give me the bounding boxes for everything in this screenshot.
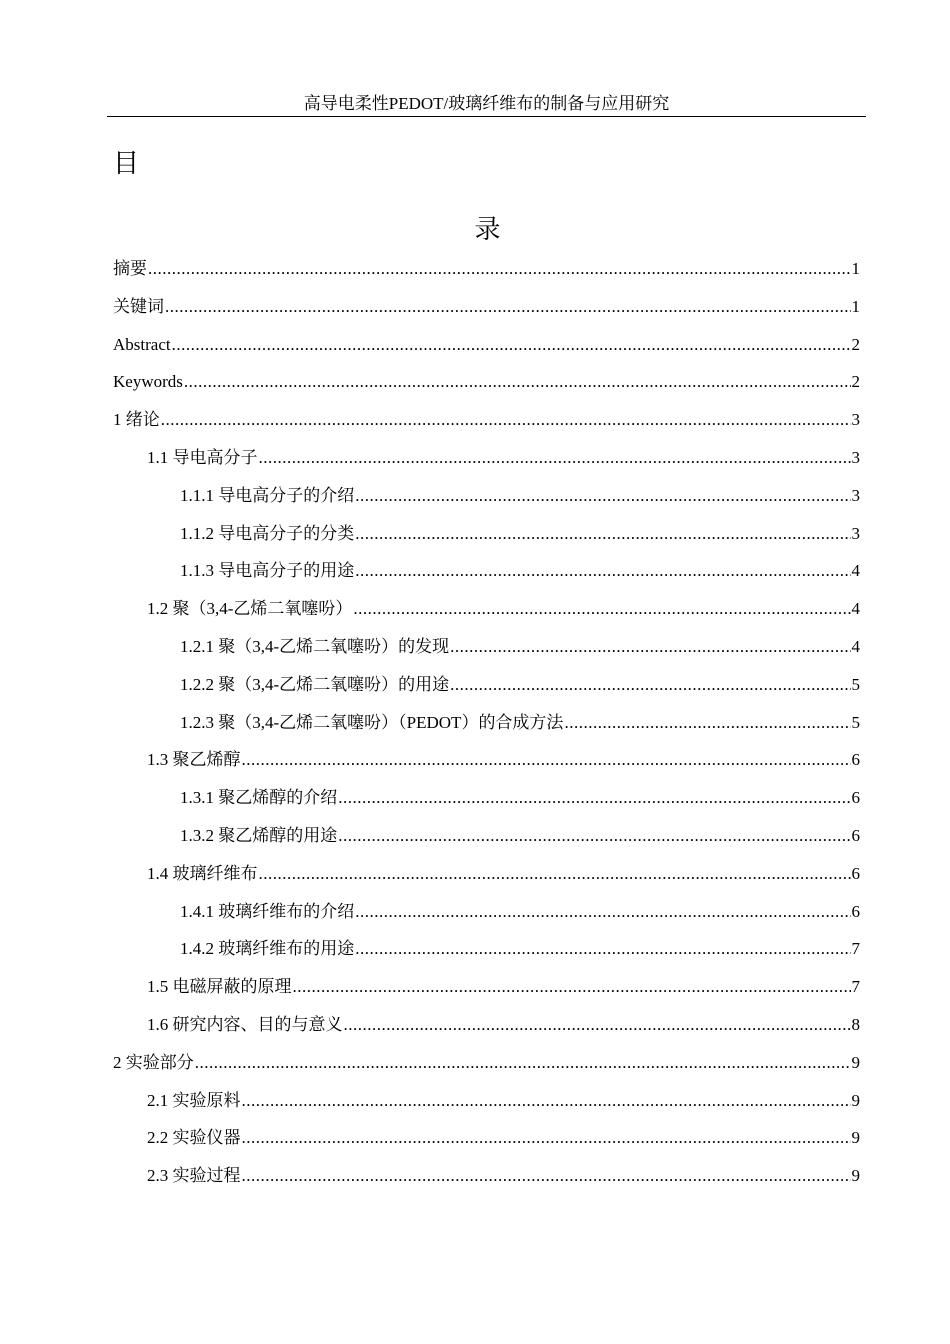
toc-entry-page: 9 — [851, 1090, 860, 1110]
toc-entry-page: 3 — [851, 447, 860, 467]
toc-entry[interactable] — [113, 520, 860, 558]
toc-leader-dots — [338, 822, 850, 850]
toc-list — [113, 255, 860, 1200]
toc-entry-label: 1.4 玻璃纤维布 — [147, 863, 258, 883]
toc-entry-page: 3 — [851, 523, 860, 543]
toc-entry-page: 6 — [851, 901, 860, 921]
toc-leader-dots — [161, 406, 851, 434]
toc-entry-label: 1.3.2 聚乙烯醇的用途 — [180, 825, 338, 845]
toc-entry-label: 1.5 电磁屏蔽的原理 — [147, 977, 292, 997]
toc-leader-dots — [355, 898, 850, 926]
toc-entry[interactable] — [113, 709, 860, 747]
toc-leader-dots — [172, 331, 851, 359]
toc-entry-page: 6 — [851, 863, 860, 883]
toc-entry-page: 4 — [851, 636, 860, 656]
toc-entry-page: 6 — [851, 825, 860, 845]
toc-entry-page: 7 — [851, 977, 860, 997]
toc-entry-label: 1.2.3 聚（3,4-乙烯二氧噻吩）（PEDOT）的合成方法 — [180, 712, 564, 732]
toc-entry-page: 8 — [851, 1014, 860, 1034]
toc-entry[interactable] — [113, 1162, 860, 1200]
toc-leader-dots — [355, 557, 850, 585]
toc-entry-label: 1.1 导电高分子 — [147, 447, 258, 467]
toc-entry-label: 摘要 — [113, 259, 147, 278]
toc-entry[interactable] — [113, 1124, 860, 1162]
toc-leader-dots — [355, 482, 850, 510]
toc-entry[interactable] — [113, 1049, 860, 1087]
toc-entry-label: 1.2.1 聚（3,4-乙烯二氧噻吩）的发现 — [180, 636, 450, 656]
running-title: 高导电柔性PEDOT/玻璃纤维布的制备与应用研究 — [303, 94, 670, 113]
toc-leader-dots — [184, 368, 851, 396]
toc-leader-dots — [293, 973, 851, 1001]
toc-leader-dots — [353, 595, 850, 623]
toc-leader-dots — [242, 1124, 851, 1152]
toc-entry-page: 3 — [851, 485, 860, 505]
toc-entry[interactable] — [113, 633, 860, 671]
toc-entry-label: 2.1 实验原料 — [147, 1090, 241, 1110]
toc-entry-page: 2 — [851, 372, 860, 392]
toc-entry[interactable] — [113, 331, 860, 369]
toc-entry[interactable] — [113, 255, 860, 293]
toc-entry-label: 1.2.2 聚（3,4-乙烯二氧噻吩）的用途 — [180, 674, 450, 694]
page-header — [107, 92, 866, 117]
toc-leader-dots — [450, 633, 850, 661]
toc-entry-page: 5 — [851, 674, 860, 694]
toc-leader-dots — [242, 1162, 851, 1190]
toc-entry[interactable] — [113, 898, 860, 936]
toc-leader-dots — [355, 520, 850, 548]
toc-title-part2: 录 — [474, 215, 501, 245]
toc-entry-page: 1 — [851, 296, 860, 316]
toc-leader-dots — [344, 1011, 851, 1039]
toc-entry-page: 4 — [851, 599, 860, 619]
toc-entry-label: 1.4.2 玻璃纤维布的用途 — [180, 939, 355, 959]
toc-entry-page: 9 — [851, 1128, 860, 1148]
toc-entry-label: 2.3 实验过程 — [147, 1166, 241, 1186]
toc-entry-label: 1.6 研究内容、目的与意义 — [147, 1014, 343, 1034]
toc-entry[interactable] — [113, 1087, 860, 1125]
toc-entry[interactable] — [113, 671, 860, 709]
toc-entry-page: 9 — [851, 1166, 860, 1186]
toc-entry-page: 1 — [851, 259, 860, 278]
toc-entry[interactable] — [113, 368, 860, 406]
toc-leader-dots — [242, 746, 851, 774]
toc-entry-label: 2 实验部分 — [113, 1052, 194, 1072]
toc-entry-label: 1.2 聚（3,4-乙烯二氧噻吩） — [147, 599, 353, 619]
toc-entry[interactable] — [113, 444, 860, 482]
toc-entry[interactable] — [113, 973, 860, 1011]
toc-entry-label: 1.3 聚乙烯醇 — [147, 750, 241, 770]
toc-entry-label: 1.4.1 玻璃纤维布的介绍 — [180, 901, 355, 921]
toc-entry[interactable] — [113, 482, 860, 520]
toc-leader-dots — [242, 1087, 851, 1115]
toc-entry-label: 1.1.1 导电高分子的介绍 — [180, 485, 355, 505]
toc-entry-page: 2 — [851, 334, 860, 354]
toc-entry[interactable] — [113, 860, 860, 898]
toc-entry-label: Keywords — [113, 372, 183, 392]
toc-entry-page: 6 — [851, 788, 860, 808]
toc-entry-page: 9 — [851, 1052, 860, 1072]
toc-leader-dots — [338, 784, 850, 812]
toc-entry[interactable] — [113, 1011, 860, 1049]
toc-entry[interactable] — [113, 822, 860, 860]
toc-entry[interactable] — [113, 557, 860, 595]
toc-entry[interactable] — [113, 595, 860, 633]
toc-leader-dots — [355, 935, 850, 963]
toc-leader-dots — [259, 444, 851, 472]
toc-title-part1: 目 — [113, 149, 140, 179]
toc-entry-page: 6 — [851, 750, 860, 770]
toc-entry[interactable] — [113, 935, 860, 973]
toc-entry-page: 5 — [851, 712, 860, 732]
toc-entry[interactable] — [113, 784, 860, 822]
toc-leader-dots — [564, 709, 850, 737]
toc-entry-label: 关键词 — [113, 296, 164, 316]
toc-entry-label: Abstract — [113, 334, 171, 354]
toc-entry[interactable] — [113, 406, 860, 444]
toc-entry-page: 3 — [851, 410, 860, 430]
toc-entry-label: 1 绪论 — [113, 410, 160, 430]
toc-entry-page: 4 — [851, 561, 860, 581]
toc-entry-label: 1.1.2 导电高分子的分类 — [180, 523, 355, 543]
toc-entry[interactable] — [113, 293, 860, 331]
toc-entry-label: 2.2 实验仪器 — [147, 1128, 241, 1148]
toc-entry[interactable] — [113, 746, 860, 784]
toc-leader-dots — [165, 293, 851, 321]
toc-leader-dots — [259, 860, 851, 888]
toc-entry-label: 1.3.1 聚乙烯醇的介绍 — [180, 788, 338, 808]
toc-leader-dots — [148, 255, 851, 283]
toc-leader-dots — [195, 1049, 851, 1077]
toc-entry-label: 1.1.3 导电高分子的用途 — [180, 561, 355, 581]
toc-leader-dots — [450, 671, 850, 699]
toc-entry-page: 7 — [851, 939, 860, 959]
